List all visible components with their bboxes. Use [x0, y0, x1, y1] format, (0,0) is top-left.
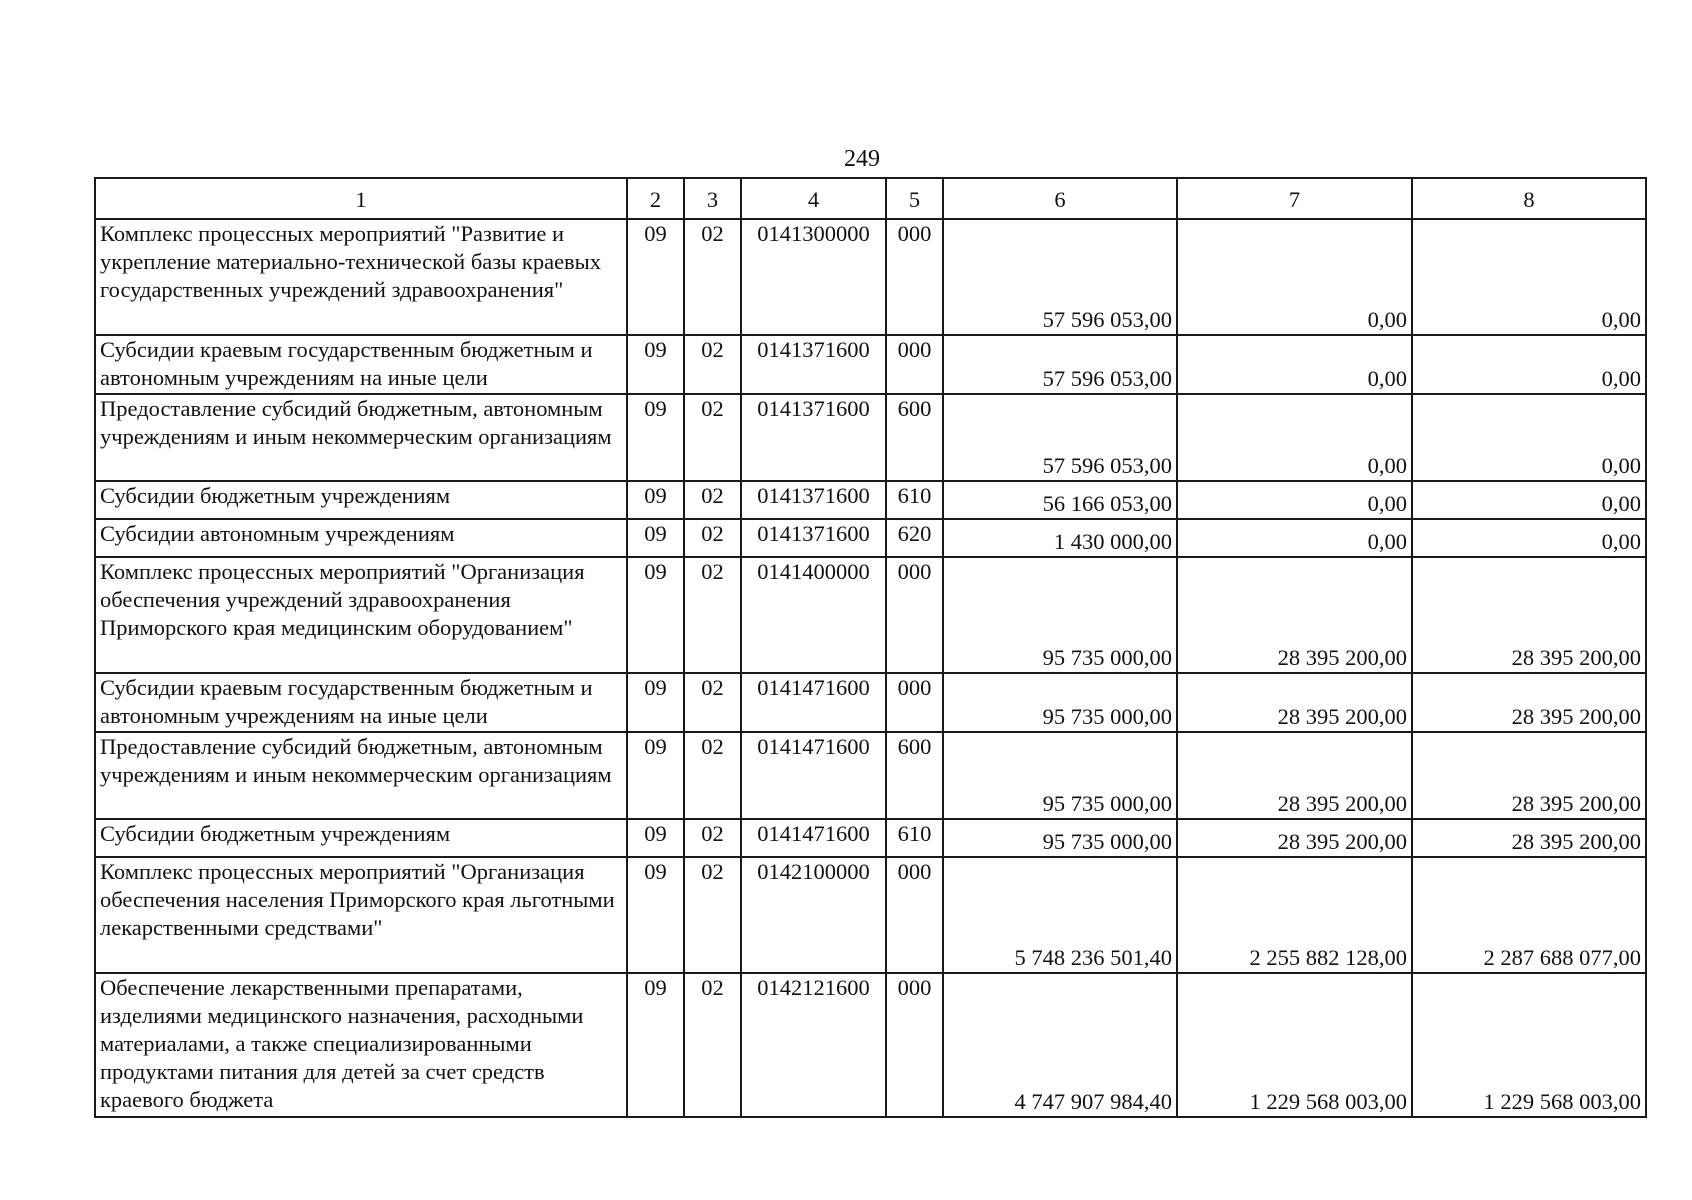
table-row — [95, 973, 1646, 1117]
target-article-code: 0142100000 — [741, 857, 886, 973]
amount-col-8: 28 395 200,00 — [1412, 673, 1646, 732]
expense-type-code: 600 — [886, 394, 943, 481]
table-row — [95, 732, 1646, 819]
expense-type-code: 620 — [886, 519, 943, 557]
expense-type-code: 610 — [886, 819, 943, 857]
amount-col-6: 57 596 053,00 — [943, 394, 1177, 481]
expense-type-code: 000 — [886, 219, 943, 335]
amount-col-7: 2 255 882 128,00 — [1177, 857, 1412, 973]
amount-col-8: 0,00 — [1412, 219, 1646, 335]
target-article-code: 0141471600 — [741, 819, 886, 857]
column-header-2: 2 — [627, 178, 684, 219]
table-row — [95, 857, 1646, 973]
amount-col-7: 0,00 — [1177, 335, 1412, 394]
amount-col-6: 57 596 053,00 — [943, 335, 1177, 394]
column-header-5: 5 — [886, 178, 943, 219]
column-header-4: 4 — [741, 178, 886, 219]
subsection-code: 02 — [684, 819, 741, 857]
table-row — [95, 519, 1646, 557]
expense-type-code: 610 — [886, 481, 943, 519]
column-header-1: 1 — [95, 178, 627, 219]
section-code: 09 — [627, 857, 684, 973]
row-name: Субсидии автономным учреждениям — [95, 519, 627, 557]
target-article-code: 0141471600 — [741, 673, 886, 732]
header-row — [95, 178, 1646, 219]
amount-col-6: 95 735 000,00 — [943, 732, 1177, 819]
row-name: Предоставление субсидий бюджетным, автономным учреждениям и иным некоммерческим организациям — [95, 394, 627, 481]
amount-col-7: 28 395 200,00 — [1177, 673, 1412, 732]
target-article-code: 0141471600 — [741, 732, 886, 819]
amount-col-8: 2 287 688 077,00 — [1412, 857, 1646, 973]
budget-table — [94, 177, 1647, 1118]
amount-col-7: 0,00 — [1177, 481, 1412, 519]
amount-col-6: 95 735 000,00 — [943, 557, 1177, 673]
table-row — [95, 481, 1646, 519]
target-article-code: 0141371600 — [741, 335, 886, 394]
amount-col-6: 1 430 000,00 — [943, 519, 1177, 557]
column-header-3: 3 — [684, 178, 741, 219]
section-code: 09 — [627, 519, 684, 557]
expense-type-code: 000 — [886, 673, 943, 732]
column-header-8: 8 — [1412, 178, 1646, 219]
amount-col-6: 95 735 000,00 — [943, 673, 1177, 732]
amount-col-8: 0,00 — [1412, 481, 1646, 519]
subsection-code: 02 — [684, 857, 741, 973]
row-name: Субсидии бюджетным учреждениям — [95, 819, 627, 857]
target-article-code: 0142121600 — [741, 973, 886, 1117]
row-name: Субсидии краевым государственным бюджетным и автономным учреждениям на иные цели — [95, 335, 627, 394]
section-code: 09 — [627, 732, 684, 819]
subsection-code: 02 — [684, 481, 741, 519]
section-code: 09 — [627, 394, 684, 481]
target-article-code: 0141400000 — [741, 557, 886, 673]
table-row — [95, 394, 1646, 481]
subsection-code: 02 — [684, 394, 741, 481]
table-row — [95, 219, 1646, 335]
section-code: 09 — [627, 335, 684, 394]
row-name: Субсидии краевым государственным бюджетным и автономным учреждениям на иные цели — [95, 673, 627, 732]
amount-col-8: 28 395 200,00 — [1412, 732, 1646, 819]
target-article-code: 0141371600 — [741, 481, 886, 519]
subsection-code: 02 — [684, 519, 741, 557]
amount-col-7: 1 229 568 003,00 — [1177, 973, 1412, 1117]
amount-col-8: 0,00 — [1412, 394, 1646, 481]
subsection-code: 02 — [684, 973, 741, 1117]
subsection-code: 02 — [684, 732, 741, 819]
target-article-code: 0141371600 — [741, 394, 886, 481]
expense-type-code: 000 — [886, 557, 943, 673]
row-name: Субсидии бюджетным учреждениям — [95, 481, 627, 519]
amount-col-7: 0,00 — [1177, 219, 1412, 335]
column-header-7: 7 — [1177, 178, 1412, 219]
row-name: Комплекс процессных мероприятий "Организация обеспечения населения Приморского края льготными лекарственными средствами" — [95, 857, 627, 973]
table-row — [95, 335, 1646, 394]
amount-col-6: 57 596 053,00 — [943, 219, 1177, 335]
amount-col-6: 56 166 053,00 — [943, 481, 1177, 519]
section-code: 09 — [627, 219, 684, 335]
subsection-code: 02 — [684, 219, 741, 335]
section-code: 09 — [627, 481, 684, 519]
amount-col-8: 28 395 200,00 — [1412, 557, 1646, 673]
expense-type-code: 000 — [886, 973, 943, 1117]
section-code: 09 — [627, 557, 684, 673]
amount-col-7: 28 395 200,00 — [1177, 732, 1412, 819]
expense-type-code: 000 — [886, 335, 943, 394]
amount-col-7: 0,00 — [1177, 519, 1412, 557]
subsection-code: 02 — [684, 557, 741, 673]
subsection-code: 02 — [684, 673, 741, 732]
amount-col-8: 0,00 — [1412, 519, 1646, 557]
row-name: Комплекс процессных мероприятий "Организация обеспечения учреждений здравоохранения Приморского края медицинским оборудованием" — [95, 557, 627, 673]
table-row — [95, 557, 1646, 673]
row-name: Предоставление субсидий бюджетным, автономным учреждениям и иным некоммерческим организациям — [95, 732, 627, 819]
subsection-code: 02 — [684, 335, 741, 394]
section-code: 09 — [627, 673, 684, 732]
amount-col-6: 95 735 000,00 — [943, 819, 1177, 857]
amount-col-7: 28 395 200,00 — [1177, 557, 1412, 673]
amount-col-8: 1 229 568 003,00 — [1412, 973, 1646, 1117]
expense-type-code: 000 — [886, 857, 943, 973]
expense-type-code: 600 — [886, 732, 943, 819]
table-row — [95, 673, 1646, 732]
amount-col-7: 0,00 — [1177, 394, 1412, 481]
table-row — [95, 819, 1646, 857]
row-name: Комплекс процессных мероприятий "Развитие и укрепление материально-технической базы краевых государственных учреждений здравоохранения" — [95, 219, 627, 335]
amount-col-7: 28 395 200,00 — [1177, 819, 1412, 857]
amount-col-6: 4 747 907 984,40 — [943, 973, 1177, 1117]
page-number: 249 — [844, 146, 880, 172]
amount-col-8: 0,00 — [1412, 335, 1646, 394]
row-name: Обеспечение лекарственными препаратами, изделиями медицинского назначения, расходными материалами, а также специализированными продуктами питания для детей за счет средств краевого бюджета — [95, 973, 627, 1117]
column-header-6: 6 — [943, 178, 1177, 219]
target-article-code: 0141300000 — [741, 219, 886, 335]
amount-col-6: 5 748 236 501,40 — [943, 857, 1177, 973]
section-code: 09 — [627, 819, 684, 857]
section-code: 09 — [627, 973, 684, 1117]
target-article-code: 0141371600 — [741, 519, 886, 557]
amount-col-8: 28 395 200,00 — [1412, 819, 1646, 857]
